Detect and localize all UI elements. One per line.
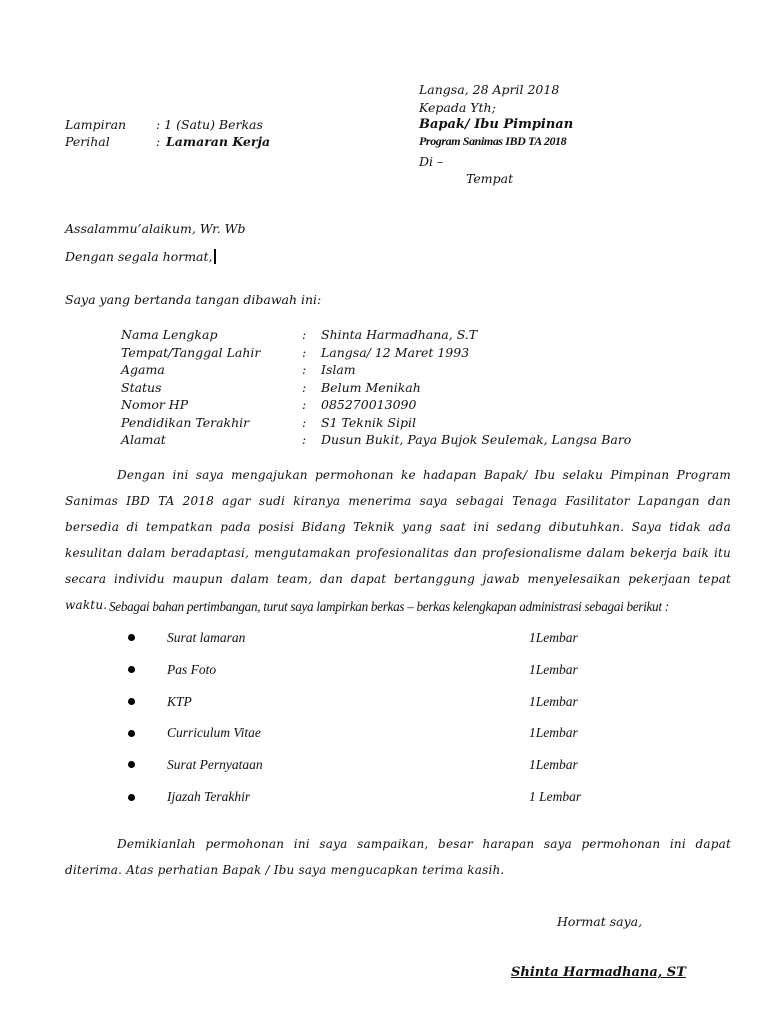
identity-sep: : [302,380,307,395]
attachment-name: Pas Foto [167,662,217,677]
identity-sep: : [302,362,307,377]
bullet-icon [128,730,135,737]
identity-sep: : [302,432,307,447]
identity-value: Shinta Harmadhana, S.T [321,327,478,342]
identity-value: S1 Teknik Sipil [321,415,416,430]
identity-value: 085270013090 [321,397,417,412]
intro-line: Saya yang bertanda tangan dibawah ini: [65,292,322,307]
identity-label: Tempat/Tanggal Lahir [121,345,261,360]
attachment-qty: 1Lembar [529,662,578,677]
salutation-line [65,249,216,264]
recipient: Bapak/ Ibu Pimpinan [419,117,574,132]
identity-label: Alamat [121,432,166,447]
bullet-icon [128,794,135,801]
identity-label: Pendidikan Terakhir [121,415,250,430]
bullet-icon [128,698,135,705]
perihal-colon: : [156,134,161,149]
attachment-qty: 1Lembar [529,757,578,772]
attachment-qty: 1Lembar [529,725,578,740]
attachment-qty: 1Lembar [529,630,578,645]
closing-paragraph: Demikianlah permohonan ini saya sampaikan, besar harapan saya permohonan ini dapat diterima. Atas perhatian Bapak / Ibu saya mengucapkan terima kasih. [65,837,731,877]
identity-sep: : [302,327,307,342]
identity-value: Belum Menikah [321,380,421,395]
di-line: Di – [419,154,444,169]
tempat-line: Tempat [466,171,514,186]
identity-label: Agama [121,362,165,377]
signoff: Hormat saya, [557,914,643,929]
recipient-program: Program Sanimas IBD TA 2018 [419,134,567,148]
identity-sep: : [302,397,307,412]
lampiran-label: Lampiran [65,117,127,132]
attachment-name: Surat Pernyataan [167,757,263,772]
bullet-icon [128,634,135,641]
perihal-label: Perihal [65,134,110,149]
attachment-qty: 1 Lembar [529,789,582,804]
identity-value: Dusun Bukit, Paya Bujok Seulemak, Langsa Baro [321,432,632,447]
text-cursor [214,249,216,264]
attachment-name: Ijazah Terakhir [167,789,251,804]
attachment-name: KTP [167,694,192,709]
identity-label: Nama Lengkap [121,327,218,342]
identity-value: Langsa/ 12 Maret 1993 [321,345,470,360]
signature-name: Shinta Harmadhana, ST [511,965,686,980]
greeting: Assalammu’alaikum, Wr. Wb [65,221,246,236]
identity-sep: : [302,345,307,360]
lampiran-value: : 1 (Satu) Berkas [156,117,263,132]
place-date: Langsa, 28 April 2018 [419,82,560,97]
identity-sep: : [302,415,307,430]
attachments-intro: Sebagai bahan pertimbangan, turut saya lampirkan berkas – berkas kelengkapan administrasi sebagai berikut : [109,599,669,614]
attachment-name: Surat lamaran [167,630,246,645]
identity-label: Nomor HP [121,397,189,412]
identity-label: Status [121,380,162,395]
salutation: Dengan segala hormat, [65,249,213,264]
attachment-qty: 1Lembar [529,694,578,709]
attachment-name: Curriculum Vitae [167,725,261,740]
identity-value: Islam [321,362,356,377]
perihal-value: Lamaran Kerja [166,134,271,149]
bullet-icon [128,761,135,768]
to-line: Kepada Yth; [419,100,496,115]
bullet-icon [128,666,135,673]
body-paragraph: Dengan ini saya mengajukan permohonan ke hadapan Bapak/ Ibu selaku Pimpinan Program Sanimas IBD TA 2018 agar sudi kiranya menerima saya sebagai Tenaga Fasilitator Lapangan dan bersedia di tempatkan pada posisi Bidang Teknik yang saat ini sedang dibutuhkan. Saya tidak ada kesulitan dalam beradaptasi, mengutamakan profesionalitas dan profesionalisme dalam bekerja baik itu secara individu maupun dalam team, dan dapat bertanggung jawab menyelesaikan pekerjaan tepat waktu. [65,468,731,612]
